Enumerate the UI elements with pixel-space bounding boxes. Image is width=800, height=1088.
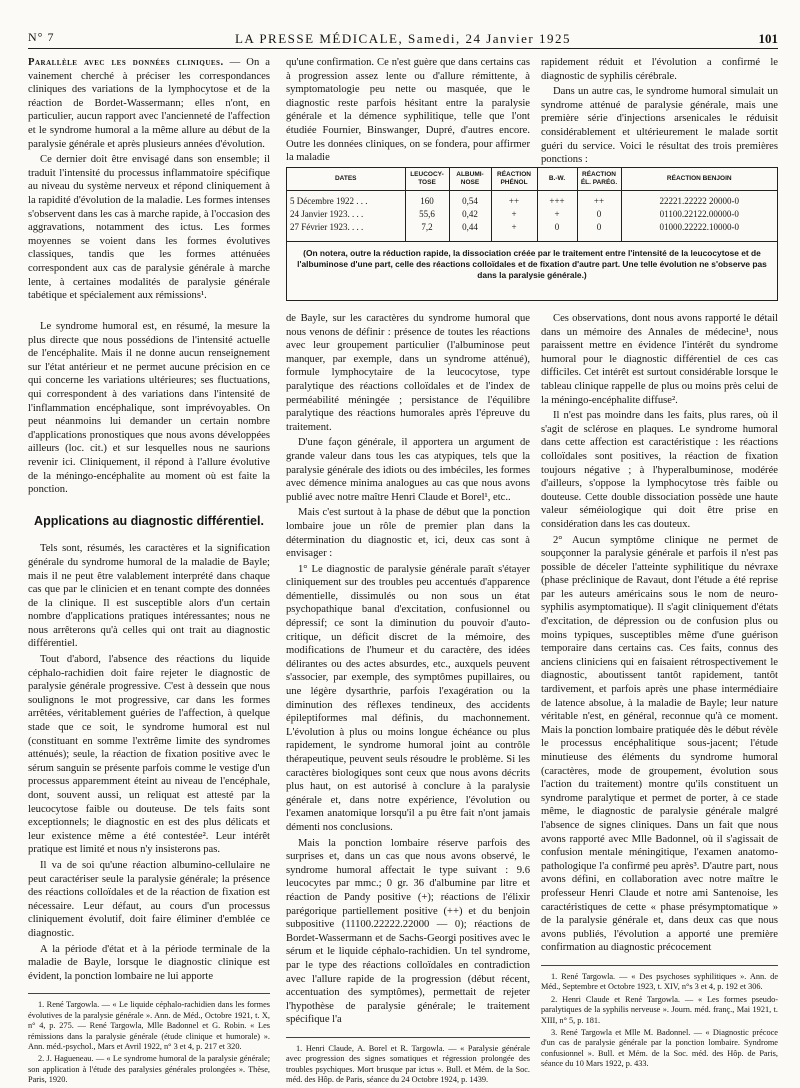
footnote: 2. J. Hagueneau. — « Le syndrome humoral de la paralysie générale; son application à l'étude des paralysies générales prolongées ». Thèse, Paris, 1920. [28,1054,270,1085]
column-2-top [286,56,530,167]
table-cell: ++ [577,191,621,209]
footnote: 1. Henri Claude, A. Borel et R. Targowla. — « Paralysie générale avec progression des signes somatiques et régression prolongée des troubles psychiques. Mort brusque par ictus ». Bull. et Mém. de la Soc. méd. des Hôp. de Paris, séance du 24 Octobre 1924, p. 1439. [286,1043,530,1085]
paragraph: Ce dernier doit être envisagé dans son ensemble; il traduit l'intensité du processus inflammatoire spécifique au niveau du système nerveux et répond cliniquement à la rapidité d'évolution de la maladie. Les formes intenses s'observent dans les cas à marche rapide, à l'occasion des aggravations, notamment des ictus. Les formes moyennes se voient dans les formes évolutives classiques, tandis que les formes atténuées correspondent aux cas de paralysie générale à marche lente, à certaines modalités de paralysie générale tabétique et spécialement aux rémissions¹. [28,154,270,302]
table-row [287,208,777,221]
paragraph: qu'une confirmation. Ce n'est guère que dans certains cas à progression assez lente ou d'allure rémittente, à symptomatologie peu nette ou masquée, que le diagnostic reste parfois hésitant entre la paralysie générale et la démence syphilitique, telle que l'ont étudiée Fournier, Binswanger, Dupré, d'autres encore. Outre les données cliniques, on se fondera, pour affirmer la maladie [286,57,530,164]
paragraph: Mais la ponction lombaire réserve parfois des surprises et, dans un cas que nous avons observé, le syndrome humoral affectait le type suivant : 9.6 leucocytes par mmc.; 0 gr. 36 d'albumine par litre et réaction de Pandy positive (+); réactions de l'élixir parégorique partiellement positive (++) et du benjoin subpositive (11100.22222.22000 — 0); réactions de Bordet-Wassermann et de Sachs-Georgi positives avec le sérum et le liquide céphalo-rachidien. Un tel syndrome, par le type des réactions colloïdales en contradiction avec l'allure rapide de la progression (début récent, accentuation des symptômes), permettait de rejeter l'hypothèse de paralysie générale; le traitement spécifique l'a [286,837,530,1026]
footnote-separator [28,993,270,994]
table-cell: 01000.22222.10000-0 [659,222,739,232]
table-cell: 27 Février 1923. . . . [287,221,405,241]
column-2-bottom [286,312,530,1088]
paragraph [28,56,270,151]
paragraph: Dans un autre cas, le syndrome humoral simulait un syndrome atténué de paralysie générale, mais une première série d'injections arsenicales le réduisit considérablement et ultérieurement le malade sortit guéri du service. Voici le résultat des trois premières ponctions : [541,86,778,166]
paragraph: Il n'est pas moindre dans les faits, plus rares, où il s'agit de sclérose en plaques. Le syndrome humoral dans cette affection est caractéristique : les réactions colloïdales sont positives, la réaction de fixation toujours négative ; à l'hyperalbuminose, modérée d'ailleurs, s'oppose la lymphocytose très faible ou douteuse. Cette double dissociation possède une haute valeur séméiologique qui doit être prise en considération dans les cas douteux. [541,410,778,530]
paragraph: Il va de soi qu'une réaction albumino-cellulaire ne peut caractériser seule la paralysie générale; la présence des réactions colloïdales et de la réaction de fixation est nécessaire. Leur défaut, au cours d'un processus cliniquement évolutif, doit faire éliminer d'emblée ce diagnostic. [28,859,270,939]
table-cell: 0 [577,208,621,221]
column-header: B.-W. [537,168,577,191]
table-cell: 5 Décembre 1922 . . . [287,191,405,209]
table-cell: + [491,221,537,241]
footnote: 2. Henri Claude et René Targowla. — « Les formes pseudo-paralytiques de la syphilis nerveuse ». Journ. méd. franç., Mai 1921, t. XIII, n° 5, p. 181. [541,994,778,1025]
table-cell: 01100.22122.00000-0 [659,209,739,219]
column-3-bottom [541,312,778,1072]
page-number: 101 [758,31,778,46]
running-title: LA PRESSE MÉDICALE, Samedi, 24 Janvier 1925 [234,31,572,46]
column-1-bottom [28,320,270,1088]
paragraph: Le syndrome humoral est, en résumé, la mesure la plus directe que nous possédions de l'intensité actuelle de l'encéphalite. Mais il ne donne aucun renseignement sur l'état antérieur et ne permet aucune précision en ce qui concerne les variations ultérieures; ses fluctuations, qui correspondent à des variations dans l'intensité de l'inflammation encéphalique, sont imprévoyables. On peut néanmoins lui demander un certain nombre d'applications pronostiques que nous avons développées ailleurs (loc. cit.) et sur lesquelles nous ne saurions revenir ici. Cliniquement, il répond à l'allure évolutive de la méningo-encéphalite au moment où est faite la ponction. [28,321,270,496]
table-cell: + [537,208,577,221]
table-cell: 55,6 [405,208,449,221]
footnotes [541,972,778,1070]
paragraph: A la période d'état et à la période terminale de la maladie de Bayle, lorsque le diagnostic clinique est évident, la ponction lombaire ne lui apporte [28,943,270,982]
table-header-row [287,168,777,191]
section-title: Applications au diagnostic différentiel. [34,513,264,528]
table-row [287,191,777,209]
column-1-top [28,56,270,305]
table-note: (On notera, outre la réduction rapide, la dissociation créée par le traitement entre l'intensité de la leucocytose et de l'albuminose d'une part, celle des réactions colloïdales et de fixation d'autre part. Une telle évolution ne s'observe pas dans la paralysie générale.) [287,241,777,287]
paragraph: Tout d'abord, l'absence des réactions du liquide céphalo-rachidien doit faire rejeter le diagnostic de paralysie générale progressive. C'est à dessein que nous soulignons le mot progressive, car dans les formes arrêtées, véritablement guéries de l'affection, à quelque stade que ce soit, le syndrome humoral est nul (constituant en somme l'extrême limite des syndromes atténués); seule, la réaction de fixation positive avec le sérum sanguin se présente parfois comme le vestige d'un processus apparemment éteint au niveau de l'encéphale, dont, souvent aussi, un reliquat est attesté par la leucocytose faible ou douteuse. De tels faits sont exceptionnels; le diagnostic en est des plus délicats et leur existence même a été contestée². Leur intérêt pratique est limité et nous n'y insisterons pas. [28,654,270,856]
footnote: 1. René Targowla. — « Des psychoses syphilitiques ». Ann. de Méd., Septembre et Octobre 1923, t. XIV, n°s 3 et 4, p. 192 et 306. [541,971,778,992]
column-header: RÉACTION BENJOIN [621,168,777,191]
table-cell: 7,2 [405,221,449,241]
paragraph: D'une façon générale, il apportera un argument de grande valeur dans tous les cas atypiques, tels que la paralysie générale des idiots ou des imbéciles, les formes avec démence minima analogues au cas que nous avons publié avec notre maître Henri Claude et Borel¹, etc.. [286,437,530,503]
footnote: 3. René Targowla et Mlle M. Badonnel. — « Diagnostic précoce d'un cas de paralysie générale par la ponction lombaire. Syndrome confusionnel ». Bull. et Mém. de la Soc. méd. des Hôp. de Paris, séance du 10 Mars 1922, p. 433. [541,1027,778,1069]
paragraph-text: — On a vainement cherché à préciser les correspondances cliniques des variations de la lymphocytose et de la réaction de Bordet-Wassermann; elles n'ont, en particulier, aucun rapport avec l'ancienneté de l'affection et le syndrome humoral a la même allure au début de la paralysie générale et après plusieurs années d'évolution. [28,57,270,150]
paragraph: Mais c'est surtout à la phase de début que la ponction lombaire joue un rôle de premier plan dans la détermination du diagnostic et, ici, deux cas sont à envisager : [286,507,530,560]
column-3-top [541,56,778,169]
table-cell: +++ [537,191,577,209]
paragraph: Ces observations, dont nous avons rapporté le détail dans un mémoire des Annales de médecine¹, nous paraissent mettre en évidence l'intérêt du syndrome humoral pour le diagnostic différentiel de ces cas difficiles. Cet intérêt est surtout considérable lorsque le tableau clinique rappelle de plus ou moins près celui de la méningo-encéphalite diffuse². [541,313,778,406]
issue-number: N° 7 [28,30,55,44]
table-row [287,221,777,241]
table-cell: ++ [491,191,537,209]
column-header: LEUCOCY-TOSE [405,168,449,191]
table-cell: 160 [405,191,449,209]
footnotes [28,1000,270,1085]
table-cell: 0,42 [449,208,491,221]
footnote: 1. René Targowla. — « Le liquide céphalo-rachidien dans les formes évolutives de la paralysie générale ». Ann. de Méd., Octobre 1921, t. X, n° 4, p. 275. — René Targowla, Mlle Badonnel et G. Robin. « Les rémissions dans la paralysie générale (étude clinique et humorale) ». Ann. méd.-psychol., Mars et Avril 1922, n° 3 et 4, p. 217 et 320. [28,1000,270,1051]
column-header: RÉACTION ÉL. PARÉG. [577,168,621,191]
footnote-separator [541,965,778,966]
table-cell: 0,54 [449,191,491,209]
column-header: ALBUMI-NOSE [449,168,491,191]
results-table-box [286,167,778,301]
run-in-heading: Parallèle avec les données cliniques. [28,57,224,68]
paragraph: Tels sont, résumés, les caractères et la signification générale du syndrome humoral de la maladie de Bayle; mais il ne peut être valablement interprété dans chaque cas que par le clinicien et en tenant compte des données de la clinique. Il est susceptible alors d'un certain nombre d'applications pratiques intéressantes; nous ne nous arrêterons qu'à celles qui ont trait au diagnostic différentiel. [28,543,270,650]
footnotes [286,1044,530,1086]
table-cell: 0 [537,221,577,241]
table-cell: 0,44 [449,221,491,241]
column-header: DATES [287,168,405,191]
footnote-separator [286,1037,530,1038]
table-cell: + [491,208,537,221]
results-table [287,168,777,241]
paragraph: rapidement réduit et l'évolution a confirmé le diagnostic de syphilis cérébrale. [541,57,778,82]
paragraph: de Bayle, sur les caractères du syndrome humoral que nous venons de définir : présence de toutes les réactions avec leur groupement particulier (l'albuminose peut manquer, par exemple, dans un syndrome atténué), formule lymphocytaire de la leucocytose, type paralytique des réactions colloïdales et de l'index de perméabilité méningée ; persistance de l'équilibre paralytique des réactions humorales après l'épreuve du traitement. [286,313,530,433]
table-cell: 24 Janvier 1923. . . . [287,208,405,221]
table-cell: 22221.22222 20000-0 [659,196,739,206]
table-cell: 0 [577,221,621,241]
column-header: RÉACTION PHÉNOL [491,168,537,191]
paragraph: 2° Aucun symptôme clinique ne permet de soupçonner la paralysie générale et parfois il n'est pas possible de déceler l'atteinte syphilitique du névraxe (phase préclinique de Ravaut, dont l'étude a été reprise par les auteurs américains sous le nom de neuro-syphilis asymptomatique). Il s'agit cliniquement d'états d'excitation, de dépression ou de confusion plus ou moins typiques, susceptibles même d'une guérison temporaire dans certains cas. Ces faits, connus des anciens cliniciens qui en faisaient rétrospectivement le diagnostic, aboutissent tantôt rapidement, tantôt tardivement, et parfois après une phase intermédiaire de latence absolue, à la maladie de Bayle; leur nature véritable n'est, en général, reconnue qu'à ce moment. Mais la ponction lombaire pratiquée dès le début révèle le processus encéphalitique sous-jacent; l'étude minutieuse des éléments du syndrome humoral (caractères, mode de groupement, évolution sous l'action du traitement) montre qu'ils constituent un syndrome paralytique et permet de porter, à ce stade même, le diagnostic de paralysie générale malgré l'absence de signes cliniques. Dans un fait que nous avons rapporté avec Mlle Badonnel, où il s'agissait de confusion mentale méningitique, l'examen anatomo-pathologique l'a confirmé peu après³. D'autre part, nous avons défini, en collaboration avec notre maître le professeur Henri Claude et notre ami Santenoise, les caractéristiques de cette « phase présymptomatique » de la paralysie générale et, dans deux cas que nous avons publiés, l'évolution a apporté une première confirmation au diagnostic précocement [541,534,778,954]
page-header [28,4,778,44]
header-rule [28,48,778,49]
paragraph: 1° Le diagnostic de paralysie générale paraît s'étayer cliniquement sur des troubles peu accentués d'apparence démentielle, dissimulés ou non sous un état psychopathique banal d'excitation, confusionnel ou dépressif; ce sont la diminution du pouvoir d'auto-critique, un déficit discret de la mémoire, des modifications de l'humeur et du caractère, des idées délirantes ou des actes absurdes, etc., auxquels peuvent s'associer, par exemple, des symptômes pupillaires, ou une légère dysarthrie, parfois l'exagération ou la diminution des réflexes tendineux, des accidents épileptiformes mal définis, du machonnement. L'évolution à plus ou moins longue échéance ou plus rapidement, le syndrome humoral joint au contrôle thérapeutique, peuvent seuls résoudre le problème. Si les caractères biologiques sont ceux que nous avons décrits plus haut, on est autorisé à conclure à la paralysie générale et, dans notre expérience, l'évolution ou l'examen anatomique lorsqu'il a pu être fait n'ont jamais démenti nos conclusions. [286,563,530,833]
